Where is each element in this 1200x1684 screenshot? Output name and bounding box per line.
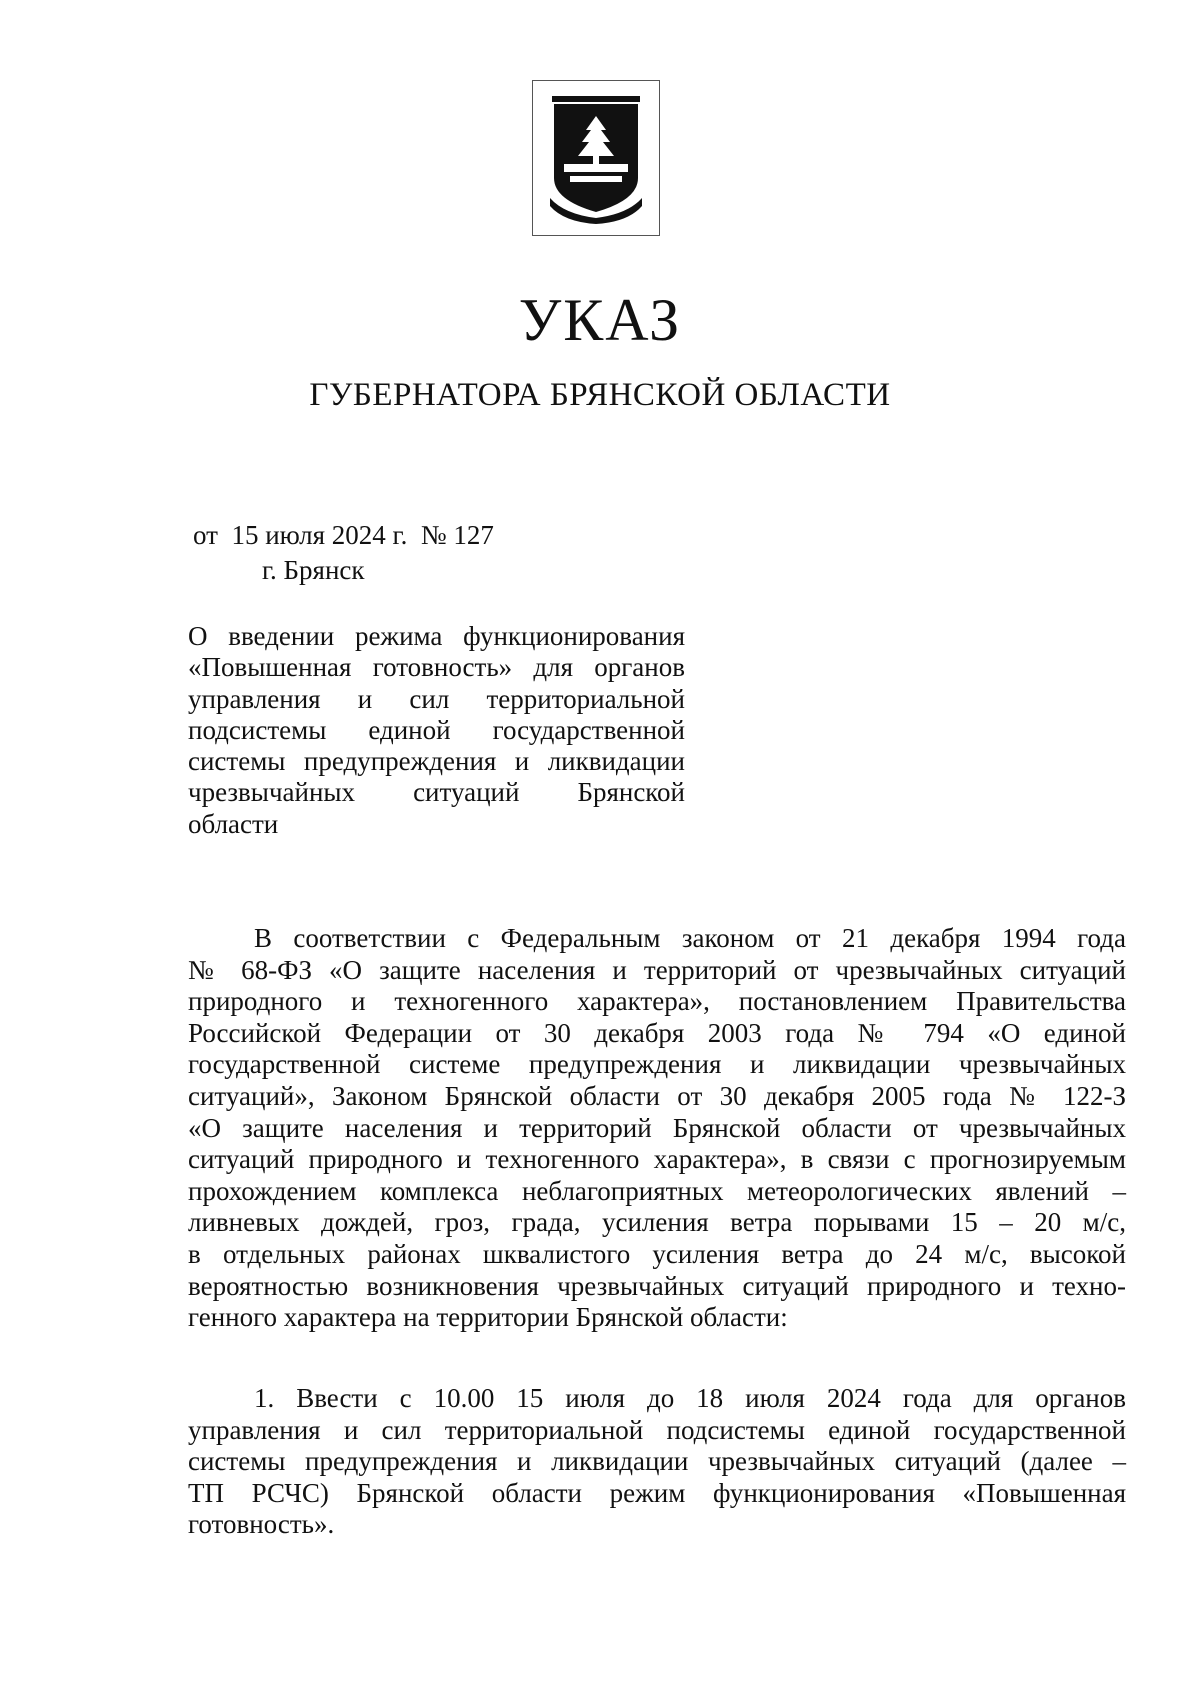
paragraph-line: генного характера на территории Брянской области: [188,1302,788,1333]
bryansk-oblast-coat-of-arms-icon [544,90,648,226]
subject-line: системы предупреждения и ликвидации [188,746,685,777]
paragraph-line: системы предупреждения и ликвидации чрезвычайных ситуаций (далее – [188,1446,1126,1477]
paragraph-line: государственной системе предупреждения и ликвидации чрезвычайных [188,1049,1126,1080]
paragraph-line: В соответствии с Федеральным законом от 21 декабря 1994 года [254,923,1126,953]
decree-subject [188,621,685,840]
paragraph-line: ситуаций природного и техногенного характера», в связи с прогнозируемым [188,1144,1126,1175]
paragraph-line: природного и техногенного характера», постановлением Правительства [188,986,1126,1017]
paragraph-line: 1. Ввести с 10.00 15 июля до 18 июля 2024 года для органов [254,1383,1126,1413]
paragraph-line: «О защите населения и территорий Брянской области от чрезвычайных [188,1112,1126,1143]
subject-line: области [188,808,279,839]
paragraph-line: готовность». [188,1509,335,1540]
subject-line: О введении режима функционирования [188,621,685,651]
item-1-paragraph [188,1383,1126,1541]
paragraph-line: прохождением комплекса неблагоприятных метеорологических явлений – [188,1175,1126,1206]
subject-line: чрезвычайных ситуаций Брянской [188,777,685,808]
paragraph-line: управления и сил территориальной подсистемы единой государственной [188,1414,1126,1445]
paragraph-line: ливневых дождей, гроз, града, усиления ветра порывами 15 – 20 м/с, [188,1207,1126,1238]
paragraph-line: в отдельных районах шквалистого усиления ветра до 24 м/с, высокой [188,1238,1126,1269]
subject-line: управления и сил территориальной [188,683,685,714]
subject-line: «Повышенная готовность» для органов [188,652,685,683]
paragraph-line: Российской Федерации от 30 декабря 2003 года № 794 «О единой [188,1017,1126,1048]
decree-date-number: от 15 июля 2024 г. № 127 [193,520,494,550]
paragraph-line: ТП РСЧС) Брянской области режим функционирования «Повышенная [188,1477,1126,1508]
decree-city: г. Брянск [262,555,365,585]
subject-line: подсистемы единой государственной [188,714,685,745]
document-title: УКАЗ [518,287,682,353]
coat-of-arms [532,80,660,236]
preamble-paragraph [188,923,1126,1334]
paragraph-line: ситуаций», Законом Брянской области от 30 декабря 2005 года № 122-З [188,1080,1126,1111]
paragraph-line: № 68-ФЗ «О защите населения и территорий от чрезвычайных ситуаций [188,954,1126,985]
paragraph-line: вероятностью возникновения чрезвычайных ситуаций природного и техно- [188,1270,1126,1301]
document-subtitle: ГУБЕРНАТОРА БРЯНСКОЙ ОБЛАСТИ [309,377,891,413]
